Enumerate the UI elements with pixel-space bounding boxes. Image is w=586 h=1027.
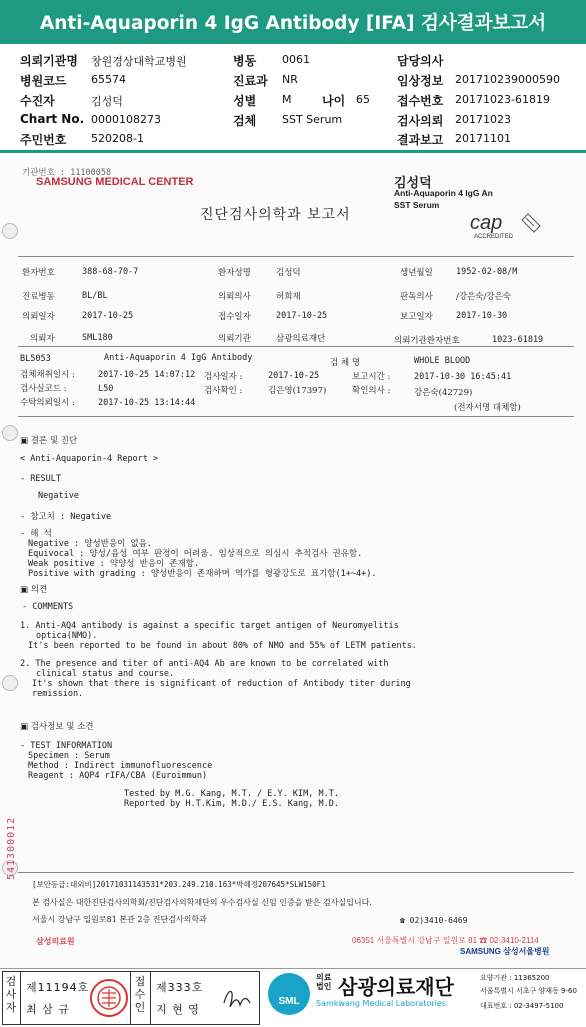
table-top-rule <box>18 256 574 257</box>
request-date-label: 검사의뢰 <box>397 114 444 128</box>
ward-value: 0061 <box>282 53 310 66</box>
cap-text: cap <box>470 212 503 234</box>
comment-line: clinical status and course. <box>36 669 175 679</box>
test-info-line: Reagent : AQP4 rIFA/CBA (Euroimmun) <box>28 771 208 781</box>
comment-line: remission. <box>32 689 84 699</box>
time-label: 검사실코드 : <box>20 384 67 394</box>
binder-hole <box>2 425 18 441</box>
opinion-heading: ▣ 의견 <box>20 585 48 595</box>
row-label: 진료병동 <box>22 292 55 302</box>
time-value: 김은영(17397) <box>268 386 327 396</box>
test-info-line: Specimen : Serum <box>28 751 110 761</box>
report-date-value: 20171101 <box>455 132 511 145</box>
comments-heading: - COMMENTS <box>22 602 74 612</box>
ward-label: 병동 <box>233 54 257 68</box>
row-label: 의뢰기관 <box>218 334 251 344</box>
row-value: 삼광의료재단 <box>276 334 326 344</box>
row-label: 접수일자 <box>218 312 251 322</box>
stamp-divider <box>20 971 21 1025</box>
time-label: 확인의사 : <box>352 386 391 396</box>
time-value: 2017-10-25 13:14:44 <box>98 398 196 408</box>
specimen-name-value: WHOLE BLOOD <box>414 356 471 366</box>
receiver-name: 지 현 영 <box>156 1003 200 1016</box>
table-bottom-rule <box>18 346 574 347</box>
samsung-hospital-logo: SAMSUNG 삼성서울병원 <box>460 947 550 956</box>
info-divider <box>0 150 586 153</box>
resident-no-value: 520208-1 <box>91 132 144 145</box>
interpretation-heading: - 해 석 <box>20 529 52 539</box>
report-date-label: 결과보고 <box>397 133 444 147</box>
time-label: 검체채취일시 : <box>20 370 75 380</box>
scan-specimen: SST Serum <box>394 200 440 210</box>
time-value: 강은숙(42729) <box>414 388 473 398</box>
stamp-divider <box>150 971 151 1025</box>
interpretation-line: Negative : 양성반응이 없음. <box>28 539 153 549</box>
row-label: 생년월일 <box>400 268 433 278</box>
age-label: 나이 <box>322 94 346 108</box>
clinical-info-value: 201710239000590 <box>455 73 560 86</box>
bottom-stamp-bar <box>0 968 586 1027</box>
report-title: Anti-Aquaporin 4 IgG Antibody [IFA] 검사결과보고서 <box>39 13 547 34</box>
row-value: 2017-10-30 <box>456 311 508 321</box>
hospital-name-value: 창원경상대학교병원 <box>91 55 187 68</box>
specimen-label: 검체 <box>233 114 257 128</box>
department-report-title: 진단검사의학과 보고서 <box>200 207 351 223</box>
org-name: 삼광의료재단 <box>338 975 454 999</box>
department-value: NR <box>282 73 298 86</box>
tested-by: Tested by M.G. Kang, M.T. / E.Y. KIM, M.T. <box>124 789 339 799</box>
time-label: 검사일자 : <box>204 372 243 382</box>
org-phone: 대표번호 : 02-3497-5100 <box>480 1002 564 1010</box>
result-value: Negative <box>38 491 79 501</box>
sml-logo <box>268 973 310 1015</box>
certification-line: 본 검사실은 대한진단검사의학회/진단검사의학재단의 우수검사실 신임 인증을 받은 검사실입니다. <box>32 898 372 907</box>
reference-range: - 참고치 : Negative <box>20 512 112 522</box>
row-value: 2017-10-25 <box>276 311 328 321</box>
time-value: 2017-10-30 16:45:41 <box>414 372 512 382</box>
row-label: 판독의사 <box>400 292 433 302</box>
resident-no-label: 주민번호 <box>20 133 67 147</box>
age-value: 65 <box>356 93 370 106</box>
row-label: 의뢰기관환자번호 <box>394 336 460 346</box>
test-info-line: - TEST INFORMATION <box>20 741 113 751</box>
comment-line: It's been reported to be found in about 80% of NMO and 55% of LETM patients. <box>28 641 417 651</box>
binder-hole <box>2 223 18 239</box>
scan-patient-name: 김성덕 <box>394 176 432 191</box>
electronic-signature: (전자서명 대체함) <box>454 403 521 413</box>
patient-value: 김성덕 <box>91 95 123 108</box>
tester-seal-icon <box>88 977 130 1019</box>
test-info-heading: ▣ 검사정보 및 소견 <box>20 722 94 732</box>
time-value: L50 <box>98 384 114 394</box>
row-value: 허희재 <box>276 292 301 302</box>
address-line: 서울시 강남구 일원로81 본관 2층 진단검사의학과 <box>32 915 207 924</box>
stamp-divider <box>130 971 131 1025</box>
time-value: 2017-10-25 14:07:12 <box>98 370 196 380</box>
time-label: 검사확인 : <box>204 386 243 396</box>
time-value: 2017-10-25 <box>268 371 320 381</box>
samsung-logo: SAMSUNG MEDICAL CENTER <box>36 176 194 188</box>
row-value: 1952-02-08/M <box>456 267 518 277</box>
test-info-line: Method : Indirect immunofluorescence <box>28 761 213 771</box>
vertical-barcode-number: 541300012 <box>6 816 17 880</box>
binder-hole <box>2 675 18 691</box>
org-english-name: Samkwang Medical Laboratories <box>316 999 446 1008</box>
sml-logo-text: SML <box>278 996 300 1007</box>
phone-line: ☎ 02)3410-6469 <box>400 916 468 925</box>
hospital-code-label: 병원코드 <box>20 74 67 88</box>
org-address: 서울특별시 서초구 양재동 9-60 <box>480 987 577 995</box>
interpretation-line: Positive with grading : 양성반응이 존재하며 역가를 형광강도로 표기함(1+~4+). <box>28 569 377 579</box>
hospital-code-value: 65574 <box>91 73 126 86</box>
time-label: 보고시간 : <box>352 372 391 382</box>
patient-label: 수진자 <box>20 94 55 108</box>
department-label: 진료과 <box>233 74 268 88</box>
specimen-value: SST Serum <box>282 113 343 126</box>
specimen-name-label: 검 체 명 <box>330 358 361 368</box>
row-value: 김성덕 <box>276 268 301 278</box>
chart-no-value: 0000108273 <box>91 113 161 126</box>
print-security-line: [보안등급:대외비]20171031143531*203.249.210.163*박혜정207645*SLW150F1 <box>32 880 326 889</box>
tester-name: 최 삼 규 <box>26 1003 70 1016</box>
interpretation-line: Weak positive : 약양성 반응이 존재함. <box>28 559 200 569</box>
row-value: SML180 <box>82 333 113 343</box>
row-value: 2017-10-25 <box>82 311 134 321</box>
sex-value: M <box>282 93 292 106</box>
time-label: 수탁의뢰일시 : <box>20 398 75 408</box>
report-heading: < Anti-Aquaporin-4 Report > <box>20 454 159 464</box>
comment-line: 1. Anti-AQ4 antibody is against a specific target antigen of Neuromyelitis <box>20 621 399 631</box>
comment-line: It's shown that there is significant of reduction of Antibody titer during <box>32 679 411 689</box>
row-value: /강은숙/강은숙 <box>456 292 511 302</box>
row-label: 보고일자 <box>400 312 433 322</box>
row-value: 388-68-70-7 <box>82 267 139 277</box>
sex-label: 성별 <box>233 94 257 108</box>
tester-label: 검사자 <box>5 975 17 1014</box>
org-number: 기관번호 : 11100058 <box>22 168 112 178</box>
row-label: 환자성명 <box>218 268 251 278</box>
section-rule <box>18 416 574 417</box>
test-title: Anti-Aquaporin 4 IgG Antibody <box>104 353 253 363</box>
footer-address: 06351 서울특별시 강남구 일원로 81 ☎ 02-3410-2114 <box>352 936 539 945</box>
receiver-number: 제333호 <box>156 981 204 994</box>
doctor-label: 담당의사 <box>397 54 444 68</box>
org-prefix: 의료법인 <box>316 973 332 991</box>
chart-no-label: Chart No. <box>20 112 85 126</box>
receiver-signature-icon <box>218 981 254 1015</box>
hospital-name-label: 의뢰기관명 <box>20 54 78 68</box>
patient-info-grid <box>0 44 586 152</box>
reported-by: Reported by H.T.Kim, M.D./ E.S. Kang, M.D. <box>124 799 339 809</box>
cap-accredited-logo <box>468 210 546 244</box>
scanned-report <box>0 160 586 968</box>
comment-line: 2. The presence and titer of anti-AQ4 Ab are known to be correlated with <box>20 659 389 669</box>
row-value: BL/BL <box>82 291 108 301</box>
footer-rule <box>18 872 574 873</box>
report-title-bar <box>0 0 586 44</box>
footer-left-logo: 삼성의료원 <box>36 937 75 946</box>
scan-test-name: Anti-Aquaporin 4 IgG An <box>394 188 493 198</box>
row-label: 환자번호 <box>22 268 55 278</box>
row-label: 의뢰일자 <box>22 312 55 322</box>
result-heading: - RESULT <box>20 474 61 484</box>
row-label: 의뢰자 <box>30 334 55 344</box>
institution-code: 요양기관 : 11365200 <box>480 974 550 982</box>
receiver-label: 접수인 <box>134 975 146 1014</box>
tester-number: 제11194호 <box>26 981 90 994</box>
test-code: BL5053 <box>20 354 51 364</box>
request-date-value: 20171023 <box>455 113 511 126</box>
row-value: 1023-61819 <box>492 335 544 345</box>
receipt-no-value: 20171023-61819 <box>455 93 550 106</box>
cap-sub: ACCREDITED <box>474 234 514 240</box>
interpretation-line: Equivocal : 양성/음성 여부 판정이 어려움. 임상적으로 의심시 추적검사 권유함. <box>28 549 363 559</box>
receipt-no-label: 접수번호 <box>397 94 444 108</box>
conclusion-heading: ▣ 결론 및 진단 <box>20 436 78 446</box>
row-label: 의뢰의사 <box>218 292 251 302</box>
comment-line: optica(NMO). <box>36 631 98 641</box>
clinical-info-label: 임상정보 <box>397 74 444 88</box>
